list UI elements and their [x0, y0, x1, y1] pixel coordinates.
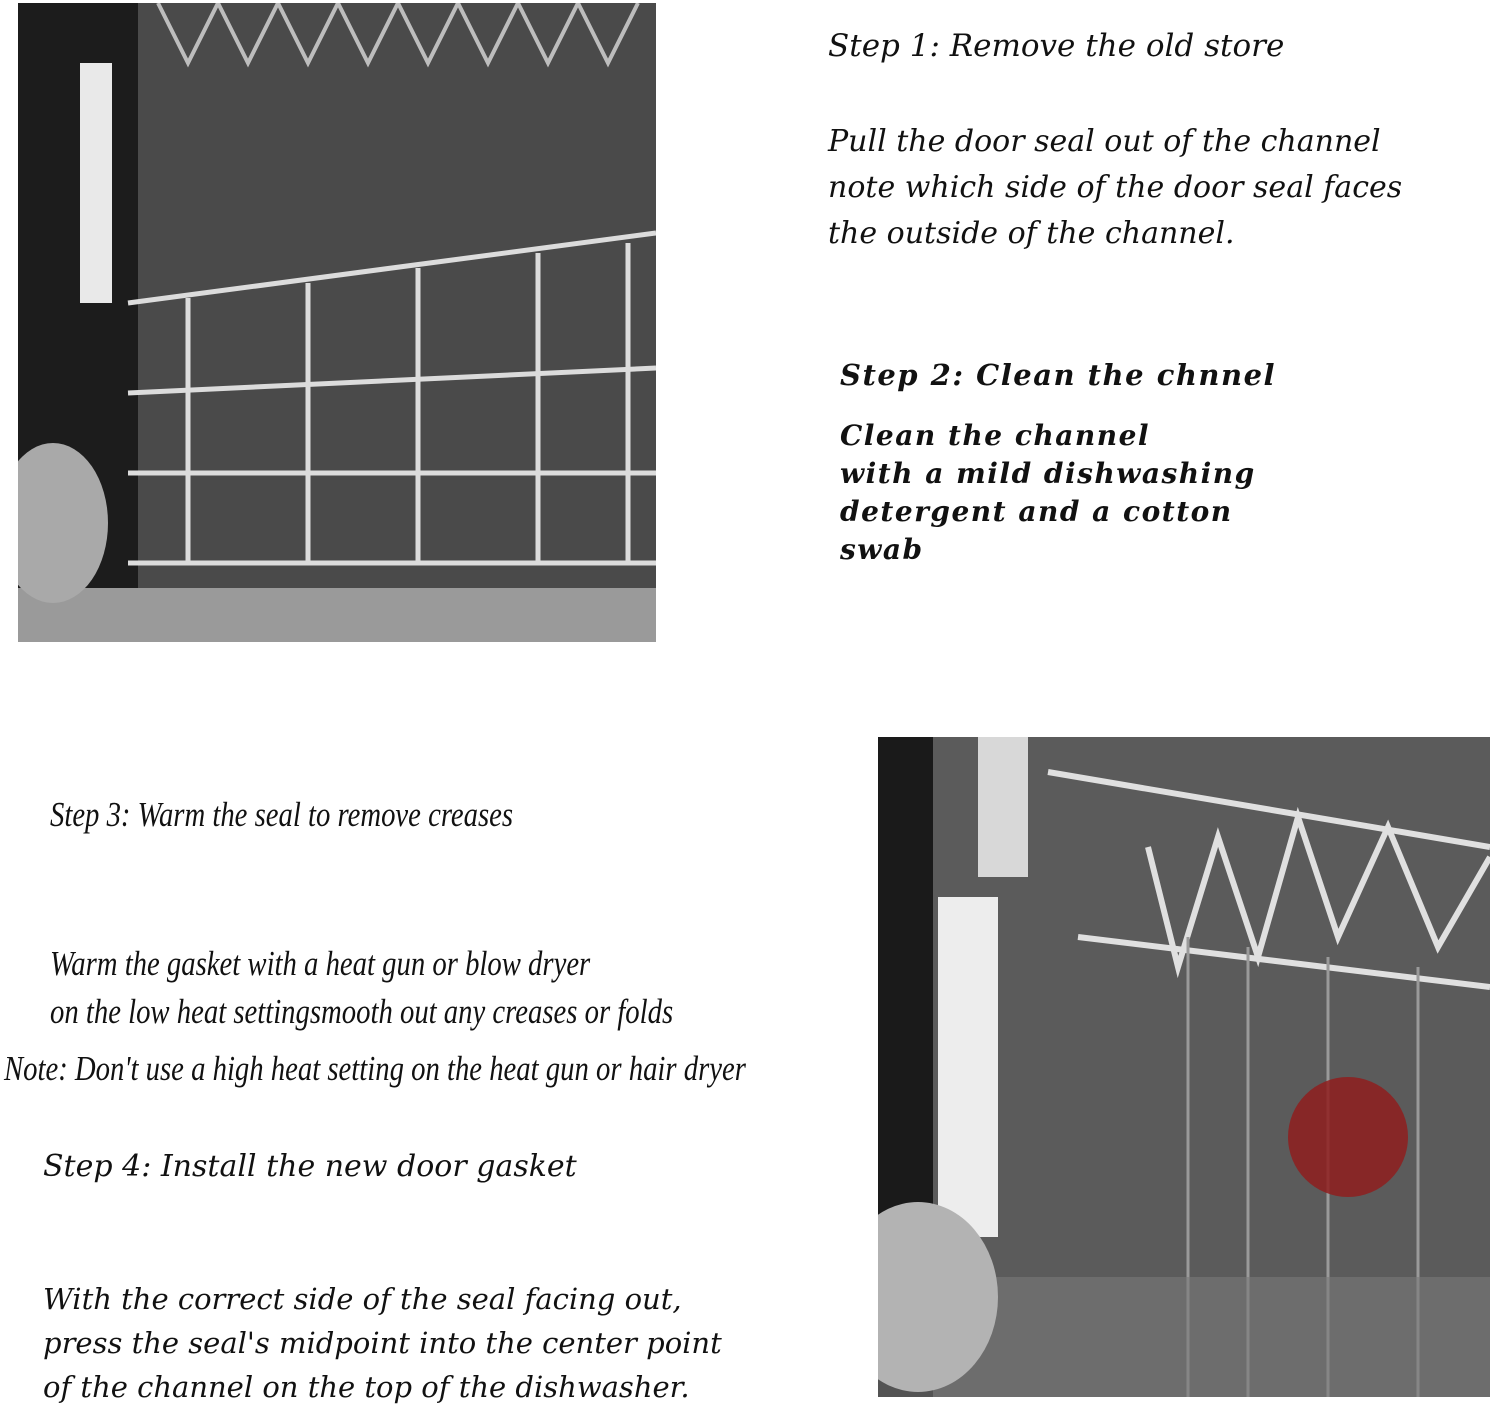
step2-line: Clean the channel	[840, 419, 1151, 452]
step1-line: Pull the door seal out of the channel	[828, 124, 1381, 159]
step2-line: detergent and a cotton	[840, 495, 1233, 528]
step4-line: With the correct side of the seal facing out,	[43, 1282, 682, 1316]
step4-heading: Step 4: Install the new door gasket	[43, 1149, 577, 1184]
step3-line: on the low heat settingsmooth out any creases or folds	[50, 992, 674, 1031]
step1-heading: Step 1: Remove the old store	[828, 28, 1285, 64]
step1-line: the outside of the channel.	[828, 216, 1235, 251]
step2-line: swab	[840, 533, 924, 566]
step1-line: note which side of the door seal faces	[828, 170, 1403, 205]
step4-line: of the channel on the top of the dishwasher.	[43, 1370, 690, 1404]
step2-instructions	[840, 417, 1256, 569]
step3-instructions	[50, 940, 673, 1036]
dishwasher-interior-photo-bottom	[878, 737, 1490, 1397]
step4-line: press the seal's midpoint into the center point	[43, 1326, 722, 1360]
step3-line: Warm the gasket with a heat gun or blow dryer	[50, 944, 591, 983]
step2-heading: Step 2: Clean the chnnel	[840, 358, 1277, 392]
step4-instructions	[43, 1277, 722, 1409]
dishwasher-rack-photo-top	[18, 3, 656, 642]
step1-instructions	[828, 119, 1402, 257]
step2-line: with a mild dishwashing	[840, 457, 1256, 490]
step3-note: Note: Don't use a high heat setting on the heat gun or hair dryer	[4, 1049, 746, 1088]
step3-heading: Step 3: Warm the seal to remove creases	[50, 795, 514, 834]
